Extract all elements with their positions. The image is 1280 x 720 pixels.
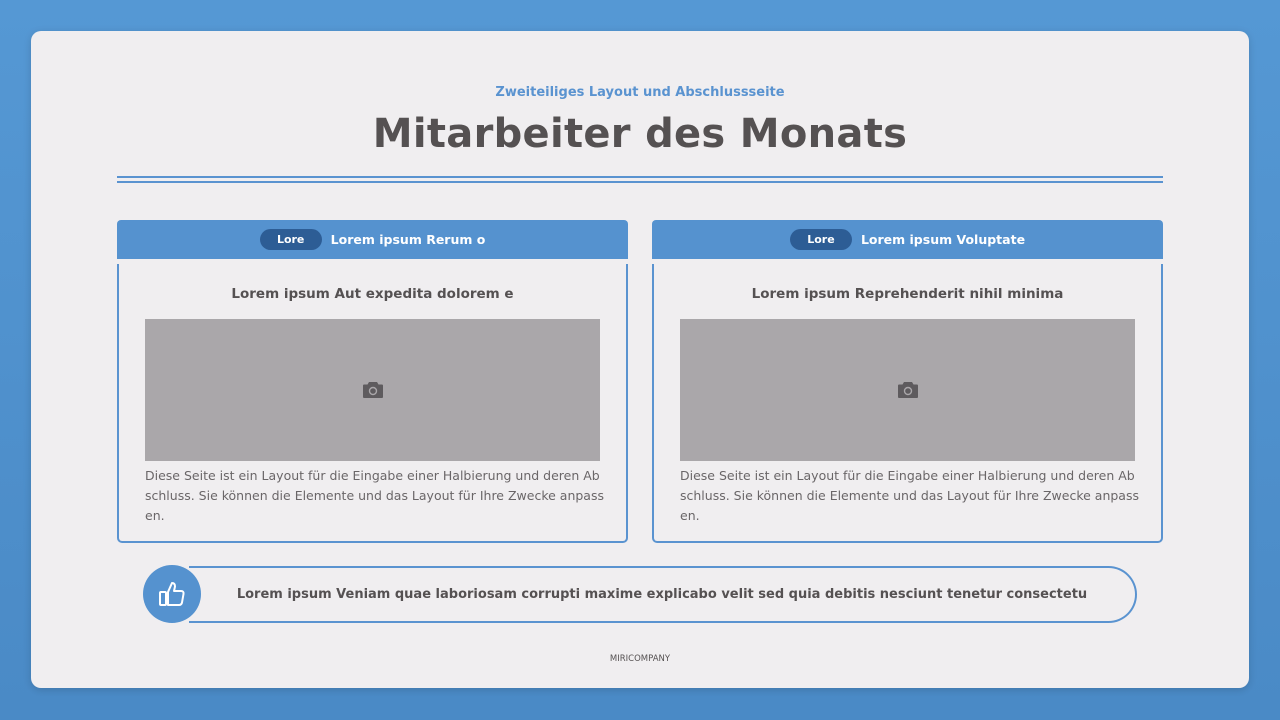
summary-banner: [189, 566, 1137, 623]
card-right-body: [652, 264, 1163, 543]
card-left-title: Lorem ipsum Aut expedita dolorem e: [231, 286, 514, 302]
slide: [31, 31, 1249, 688]
card-left-badge: Lore: [260, 229, 322, 250]
slide-title: Mitarbeiter des Monats: [372, 111, 908, 157]
footer-company: MIRICOMPANY: [609, 654, 671, 664]
card-left-header: [117, 220, 628, 259]
card-left-image-placeholder[interactable]: [145, 319, 600, 461]
camera-icon: [897, 381, 919, 399]
card-left-body: [117, 264, 628, 543]
card-right-badge: Lore: [790, 229, 852, 250]
thumbs-up-badge: [143, 565, 201, 623]
title-divider-top: [117, 176, 1163, 178]
card-right: [652, 220, 1163, 543]
thumbs-up-icon: [157, 579, 187, 609]
title-divider-bottom: [117, 181, 1163, 183]
card-right-header: [652, 220, 1163, 259]
card-right-description: Diese Seite ist ein Layout für die Eingabe einer Halbierung und deren Abschluss. Sie können die Elemente und das Layout für Ihre Zwecke anpassen.: [680, 468, 1139, 523]
card-left: [117, 220, 628, 543]
camera-icon: [362, 381, 384, 399]
card-right-title: Lorem ipsum Reprehenderit nihil minima: [751, 286, 1064, 302]
card-right-header-label: Lorem ipsum Voluptate: [860, 232, 1026, 247]
summary-banner-text: Lorem ipsum Veniam quae laboriosam corrupti maxime explicabo velit sed quia debitis nesciunt tenetur consectetu: [236, 587, 1088, 602]
slide-subtitle: Zweiteiliges Layout und Abschlussseite: [495, 85, 785, 100]
card-left-header-label: Lorem ipsum Rerum o: [330, 232, 486, 247]
card-right-image-placeholder[interactable]: [680, 319, 1135, 461]
card-left-description: Diese Seite ist ein Layout für die Eingabe einer Halbierung und deren Abschluss. Sie können die Elemente und das Layout für Ihre Zwecke anpassen.: [145, 468, 604, 523]
